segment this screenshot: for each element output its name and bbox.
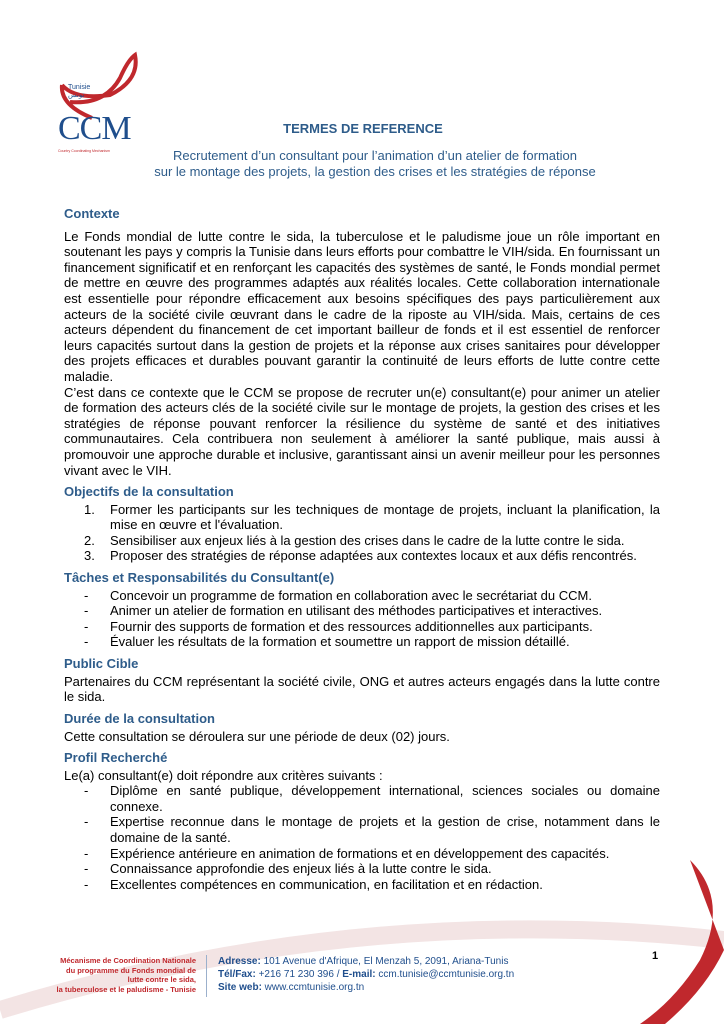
list-marker: - bbox=[84, 861, 89, 877]
section-heading: Profil Recherché bbox=[64, 750, 168, 765]
list-marker: 2. bbox=[84, 532, 95, 548]
list-text: Expérience antérieure en animation de formations et en développement des capacités. bbox=[110, 845, 610, 861]
list-text: Animer un atelier de formation en utilisant des méthodes participatives et interactives. bbox=[110, 603, 603, 619]
list-text: Concevoir un programme de formation en collaboration avec le secrétariat du CCM. bbox=[110, 587, 592, 603]
logo-tagline: Country Coordinating Mechanism bbox=[58, 149, 110, 153]
list-marker: - bbox=[84, 603, 89, 619]
section-public-cible bbox=[64, 656, 660, 705]
footer-divider bbox=[206, 955, 207, 997]
section-profil bbox=[64, 750, 660, 892]
list-marker: - bbox=[84, 783, 89, 799]
logo-ccm: CCM bbox=[58, 110, 131, 147]
list-marker: - bbox=[84, 876, 89, 892]
footer-contact bbox=[218, 955, 514, 994]
list-marker: 3. bbox=[84, 548, 95, 564]
list-text: Former les participants sur les techniques de montage de projets, incluant la planification, la mise en œuvre et l'évaluation. bbox=[110, 501, 660, 533]
logo-country bbox=[68, 84, 90, 100]
list-item bbox=[64, 588, 660, 604]
list-marker: - bbox=[84, 845, 89, 861]
list-text: Proposer des stratégies de réponse adaptées aux contextes locaux et aux défis rencontrés. bbox=[110, 548, 637, 564]
list-item bbox=[64, 877, 660, 893]
section-duree bbox=[64, 711, 660, 744]
section-objectifs bbox=[64, 484, 660, 564]
list-marker: - bbox=[84, 634, 89, 650]
tel-label: Tél/Fax: bbox=[218, 969, 256, 980]
section-heading: Durée de la consultation bbox=[64, 711, 215, 726]
list-marker: - bbox=[84, 814, 89, 830]
list-item bbox=[64, 502, 660, 533]
paragraph: Cette consultation se déroulera sur une période de deux (02) jours. bbox=[64, 728, 450, 744]
section-heading: Objectifs de la consultation bbox=[64, 484, 234, 499]
list-item bbox=[64, 533, 660, 549]
paragraph: Partenaires du CCM représentant la société civile, ONG et autres acteurs engagés dans la lutte contre le sida. bbox=[64, 673, 660, 705]
web-link[interactable]: www.ccmtunisie.org.tn bbox=[261, 982, 365, 993]
section-taches bbox=[64, 570, 660, 650]
address-label: Adresse: bbox=[218, 956, 261, 967]
paragraph: Le(a) consultant(e) doit répondre aux critères suivants : bbox=[64, 767, 383, 783]
section-heading: Tâches et Responsabilités du Consultant(e) bbox=[64, 570, 335, 585]
list-marker: 1. bbox=[84, 501, 95, 517]
logo-tunisie: Tunisie bbox=[68, 84, 91, 91]
subtitle-line-1: Recrutement d’un consultant pour l’animation d’un atelier de formation bbox=[173, 148, 577, 163]
section-heading: Contexte bbox=[64, 206, 120, 221]
list-item bbox=[64, 619, 660, 635]
list-marker: - bbox=[84, 587, 89, 603]
header bbox=[0, 121, 724, 136]
logo-arabic: تونس bbox=[68, 92, 85, 99]
section-contexte bbox=[64, 206, 660, 478]
section-heading: Public Cible bbox=[64, 656, 139, 671]
list-item bbox=[64, 603, 660, 619]
footer-org-line: la tuberculose et le paludisme - Tunisie bbox=[56, 984, 196, 994]
document-subtitle bbox=[140, 148, 610, 179]
paragraph: Le Fonds mondial de lutte contre le sida, la tuberculose et le paludisme joue un rôle important en soutenant les pays y compris la Tunisie dans leurs efforts pour combattre le VIH/sida. En fournissant un financement significatif et en renforçant les capacités des systèmes de santé, le Fonds mondial permet de mettre en œuvre des programmes adaptés aux réalités locales. Cette collaboration internationale est essentielle pour répondre efficacement aux besoins spécifiques des pays particulièrement aux acteurs de la société civile œuvrant dans le cadre de la riposte au VIH/sida. Mais, certains de ces acteurs dépendent du financement de cet important bailleur de fonds et il est essentiel de renforcer leurs capacités surtout dans la gestion de projets et la réponse aux crises sanitaires pour développer des projets efficaces et durables pouvant garantir la continuité de leurs efforts de lutte contre cette maladie. bbox=[64, 228, 660, 384]
list-item bbox=[64, 846, 660, 862]
address-value: 101 Avenue d'Afrique, El Menzah 5, 2091, Ariana-Tunis bbox=[260, 956, 509, 967]
email-link[interactable]: ccm.tunisie@ccmtunisie.org.tn bbox=[375, 969, 515, 980]
tel-value: +216 71 230 396 / bbox=[255, 969, 343, 980]
email-label: E-mail: bbox=[342, 969, 376, 980]
list-item bbox=[64, 634, 660, 650]
list-text: Évaluer les résultats de la formation et soumettre un rapport de mission détaillé. bbox=[110, 634, 570, 650]
list-text: Connaissance approfondie des enjeux liés à la lutte contre le sida. bbox=[110, 861, 492, 877]
list-item bbox=[64, 548, 660, 564]
web-label: Site web: bbox=[218, 982, 262, 993]
list-text: Sensibiliser aux enjeux liés à la gestion des crises dans le cadre de la lutte contre le sida. bbox=[110, 532, 625, 548]
page-number: 1 bbox=[652, 950, 659, 962]
paragraph: C’est dans ce contexte que le CCM se propose de recruter un(e) consultant(e) pour animer un atelier de formation des acteurs clés de la société civile sur le montage de projets, la gestion des crises et les stratégies de réponse pouvant renforcer la résilience du système de santé et des initiatives communautaires. Cela contribuera non seulement à améliorer la santé publique, mais aussi à promouvoir une approche durable et inclusive, garantissant ainsi un avenir meilleur pour les personnes vivant avec le VIH. bbox=[64, 384, 660, 478]
list-item bbox=[64, 814, 660, 845]
document-title: TERMES DE REFERENCE bbox=[283, 121, 443, 136]
list-marker: - bbox=[84, 618, 89, 634]
footer-organization bbox=[30, 956, 196, 994]
list-text: Excellentes compétences en communication, en facilitation et en rédaction. bbox=[110, 876, 543, 892]
list-text: Fournir des supports de formation et des ressources additionnelles aux participants. bbox=[110, 618, 593, 634]
footer-org-line: Mécanisme de Coordination Nationale bbox=[60, 956, 196, 965]
footer-org-line: lutte contre le sida, bbox=[127, 975, 196, 984]
list-text: Expertise reconnue dans le montage de projets et la gestion de crise, notamment dans le domaine de la santé. bbox=[110, 814, 660, 845]
list-text: Diplôme en santé publique, développement international, sciences sociales ou domaine connexe. bbox=[110, 783, 660, 814]
list-item bbox=[64, 783, 660, 814]
subtitle-line-2: sur le montage des projets, la gestion des crises et les stratégies de réponse bbox=[154, 163, 596, 179]
list-item bbox=[64, 861, 660, 877]
footer-org-line: du programme du Fonds mondial de bbox=[65, 965, 196, 975]
